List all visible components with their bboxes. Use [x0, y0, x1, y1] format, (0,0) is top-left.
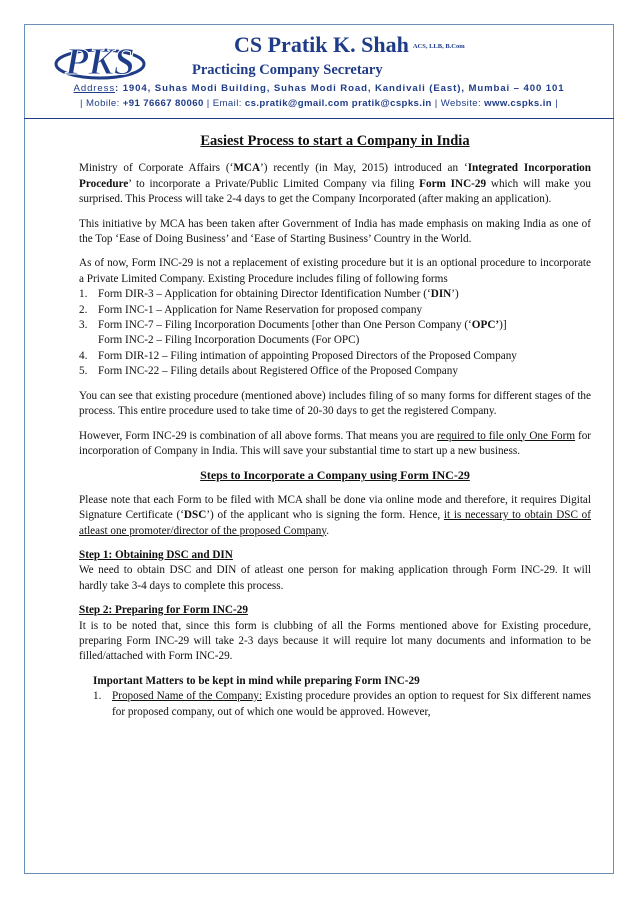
website-link[interactable]: www.cspks.in [484, 98, 553, 109]
letterhead [24, 28, 614, 124]
name-text: CS Pratik K. Shah [234, 32, 409, 57]
step-1 [79, 548, 591, 594]
paragraph-dsc-note: Please note that each Form to be filed with MCA shall be done via online mode and therefore, it requires Digital Signature Certificate (‘DSC’) of the applicant who is signing the form. Hence, it is necessary to obtain DSC of atleast one promoter/director of the proposed Company. [79, 493, 591, 537]
list-item: Form INC-2 – Filing Incorporation Documents (For OPC) [98, 334, 360, 347]
list-item: 2. Form INC-1 – Application for Name Reservation for proposed company [79, 303, 423, 316]
forms-list [79, 287, 591, 379]
list-item: 4. Form DIR-12 – Filing intimation of appointing Proposed Directors of the Proposed Company [79, 349, 517, 362]
document-body [79, 134, 591, 720]
credentials: ACS, LLB, B.Com [412, 43, 465, 51]
address-text: : 1904, Suhas Modi Building, Suhas Modi Road, Kandivali (East), Mumbai – 400 101 [115, 83, 565, 94]
email-label: | Email: [203, 98, 245, 109]
website-label: | Website: [431, 98, 485, 109]
proposed-name-label: Proposed Name of the Company: [112, 690, 263, 703]
letterhead-name [234, 32, 465, 58]
paragraph-initiative: This initiative by MCA has been taken after Government of India has made emphasis on making India as one of the Top ‘Ease of Doing Business’ and ‘Ease of Starting Business’ Country in the World. [79, 217, 591, 246]
paragraph-inc29-combination: However, Form INC-29 is combination of all above forms. That means you are required to file only One Form for incorporation of Company in India. This will save your substantial time to start up a new business. [79, 429, 592, 457]
step-2-text: It is to be noted that, since this form is clubbing of all the Forms mentioned above for Existing procedure, preparing Form INC-29 will take 2-3 days because it will require lot many documents and information to be filled/attached with Form INC-29. [79, 619, 591, 663]
mobile-number: +91 76667 80060 [122, 98, 204, 109]
document-title: Easiest Process to start a Company in India [200, 133, 470, 149]
header-divider [24, 118, 614, 119]
letterhead-contact [24, 98, 614, 109]
paragraph-existing-summary: You can see that existing procedure (mentioned above) includes filing of so many forms for different stages of the process. This entire procedure used to take time of 20-30 days to get the registered Company. [79, 389, 591, 418]
step-1-text: We need to obtain DSC and DIN of atleast one person for making application through Form INC-29. It will hardly take 3-4 days to complete this process. [79, 564, 591, 592]
list-item: 3. Form INC-7 – Filing Incorporation Documents [other than One Person Company (‘OPC’)] [79, 319, 507, 332]
letterhead-subtitle: Practicing Company Secretary [192, 62, 383, 78]
contact-end: | [552, 98, 558, 109]
address-label: Address [73, 83, 116, 94]
mobile-label: | Mobile: [80, 98, 123, 109]
paragraph-intro: Ministry of Corporate Affairs (‘MCA’) recently (in May, 2015) introduced an ‘Integrated Incorporation Procedure’ to incorporate a Private/Public Limited Company via filing Form INC-29 which will make you surprised. This Process will take 2-4 days to get the Company Incorporated (after making an application). [79, 162, 591, 206]
step-2 [79, 603, 591, 665]
pks-logo-icon [54, 34, 146, 84]
letterhead-address [24, 83, 614, 94]
important-matters-title: Important Matters to be kept in mind while preparing Form INC-29 [93, 674, 420, 687]
paragraph-existing-procedure: As of now, Form INC-29 is not a replacement of existing procedure but it is an optional procedure to incorporate a Private Limited Company. Existing Procedure includes filing of following forms [79, 257, 591, 285]
logo-text: PKS [65, 41, 135, 83]
email-address[interactable]: cs.pratik@gmail.com pratik@cspks.in [244, 98, 432, 109]
list-item: 5. Form INC-22 – Filing details about Registered Office of the Proposed Company [79, 365, 458, 378]
step-1-title: Step 1: Obtaining DSC and DIN [79, 548, 233, 561]
list-item: 1. Form DIR-3 – Application for obtaining Director Identification Number (‘DIN’) [79, 288, 459, 301]
section-title: Steps to Incorporate a Company using Form INC-29 [200, 468, 470, 483]
step-2-title: Step 2: Preparing for Form INC-29 [79, 604, 248, 617]
list-item: 1. Proposed Name of the Company: Existing procedure provides an option to request for Six different names for proposed company, out of which one would be approved. However, [93, 690, 591, 718]
